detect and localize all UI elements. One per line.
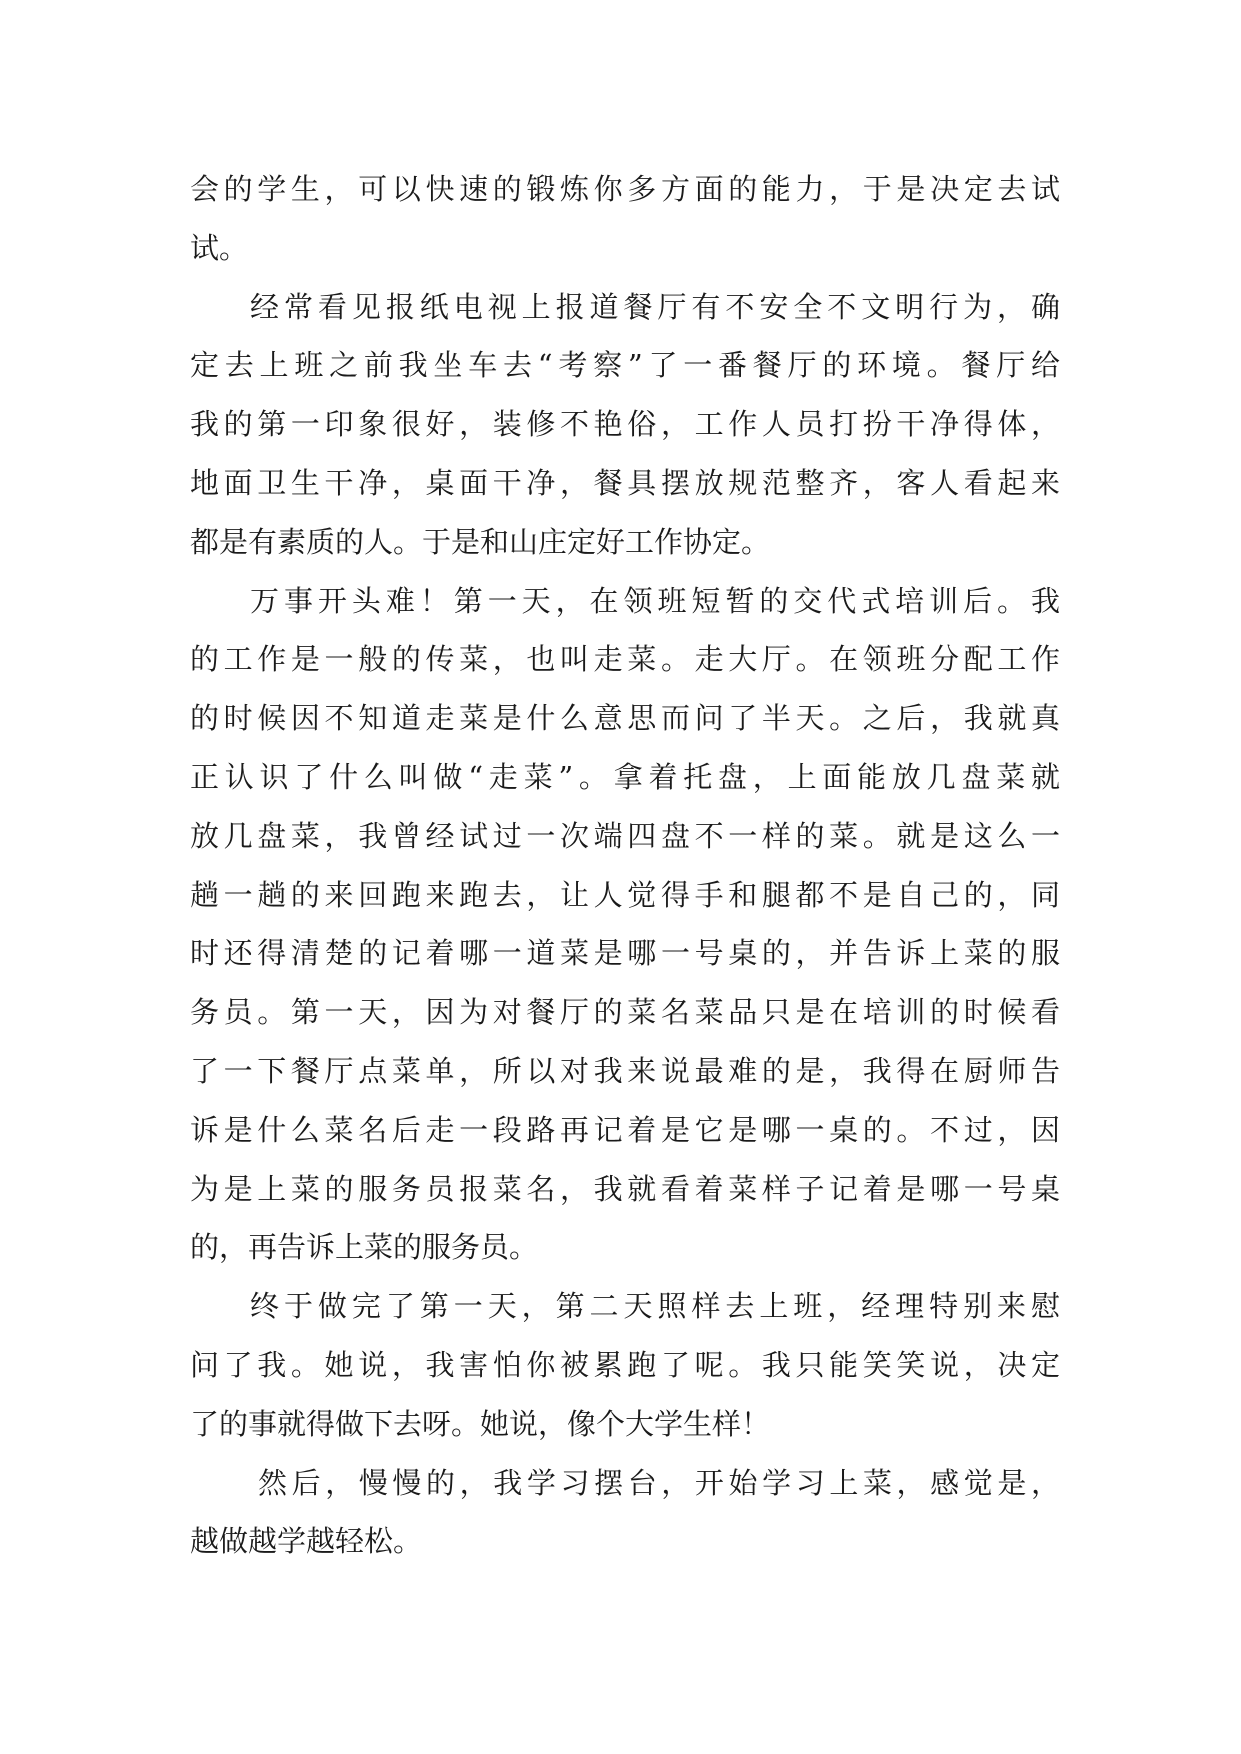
text-line: 经常看见报纸电视上报道餐厅有不安全不文明行为，确 [250,289,1060,324]
text-line: 试。 [190,230,249,265]
body-text [190,160,1060,1571]
text-line: 的时候因不知道走菜是什么意思而问了半天。之后，我就真 [190,701,1060,736]
text-line: 的，再告诉上菜的服务员。 [190,1230,539,1265]
text-line: 正认识了什么叫做“走菜”。拿着托盘，上面能放几盘菜就 [190,759,1060,794]
text-line: 了一下餐厅点菜单，所以对我来说最难的是，我得在厨师告 [190,1053,1060,1088]
text-line: 务员。第一天，因为对餐厅的菜名菜品只是在培训的时候看 [190,995,1060,1030]
text-line: 越做越学越轻松。 [190,1524,423,1559]
text-line: 定去上班之前我坐车去“考察”了一番餐厅的环境。餐厅给 [190,348,1060,383]
text-line: 了的事就得做下去呀。她说，像个大学生样！ [190,1406,771,1441]
text-line: 都是有素质的人。于是和山庄定好工作协定。 [190,524,771,559]
text-line: 终于做完了第一天，第二天照样去上班，经理特别来慰 [250,1289,1060,1324]
text-line: 的工作是一般的传菜，也叫走菜。走大厅。在领班分配工作 [190,642,1060,677]
text-line: 地面卫生干净，桌面干净，餐具摆放规范整齐，客人看起来 [190,465,1060,500]
text-line: 会的学生，可以快速的锻炼你多方面的能力，于是决定去试 [190,172,1060,206]
paragraph-5 [190,1454,1060,1572]
text-line: 为是上菜的服务员报菜名，我就看着菜样子记着是哪一号桌 [190,1171,1060,1206]
paragraph-4 [190,1277,1060,1453]
text-line: 放几盘菜，我曾经试过一次端四盘不一样的菜。就是这么一 [190,818,1060,853]
text-line: 趟一趟的来回跑来跑去，让人觉得手和腿都不是自己的，同 [190,877,1060,912]
paragraph-1 [190,160,1060,278]
paragraph-3 [190,572,1060,1278]
text-line: 万事开头难！第一天，在领班短暂的交代式培训后。我 [250,583,1060,618]
text-line: 然后，慢慢的，我学习摆台，开始学习上菜，感觉是， [258,1465,1060,1500]
text-line: 问了我。她说，我害怕你被累跑了呢。我只能笑笑说，决定 [190,1347,1060,1382]
text-line: 时还得清楚的记着哪一道菜是哪一号桌的，并告诉上菜的服 [190,936,1060,971]
text-line: 我的第一印象很好，装修不艳俗，工作人员打扮干净得体， [190,407,1060,442]
paragraph-2 [190,278,1060,572]
text-line: 诉是什么菜名后走一段路再记着是它是哪一桌的。不过，因 [190,1112,1060,1147]
